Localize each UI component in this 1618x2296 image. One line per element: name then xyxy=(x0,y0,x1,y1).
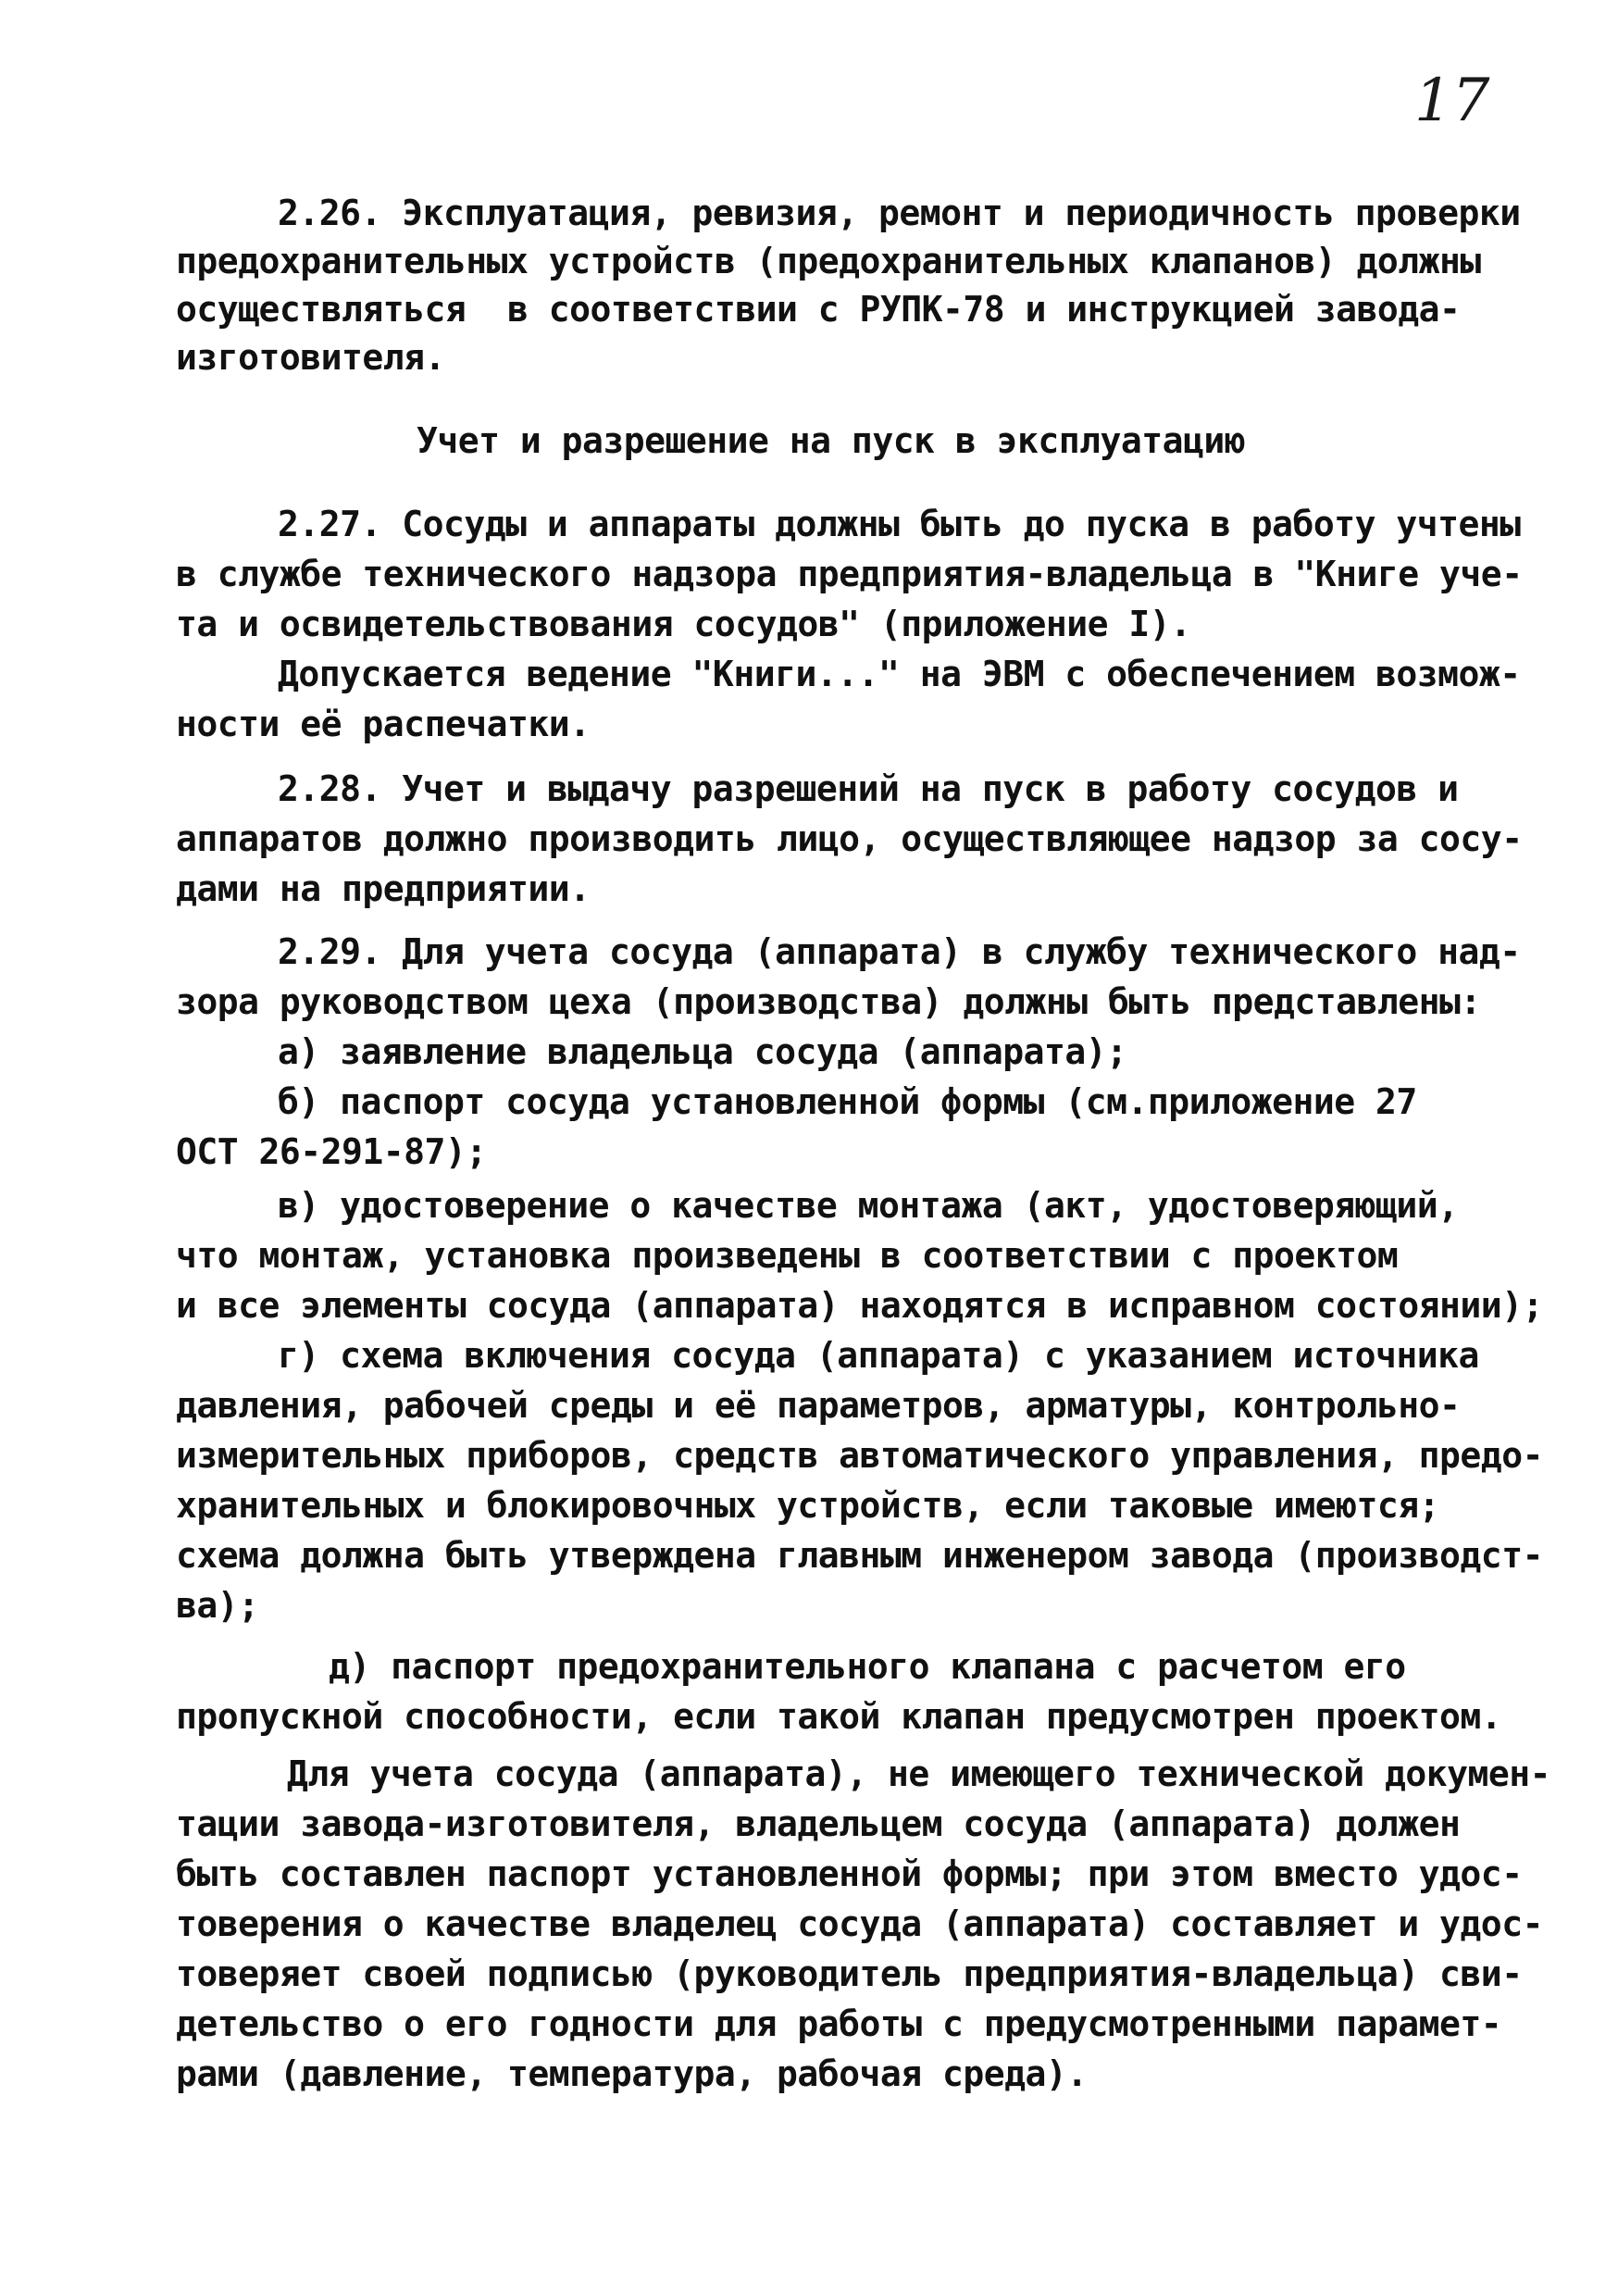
item-g-line-3: измерительных приборов, средств автоматического управления, предо- xyxy=(176,1435,1543,1476)
p229-line-1: 2.29. Для учета сосуда (аппарата) в службу технического над- xyxy=(278,931,1521,972)
p226-line-2: предохранительных устройств (предохранительных клапанов) должны xyxy=(176,241,1481,281)
p227-line-1: 2.27. Сосуды и аппараты должны быть до пуска в работу учтены xyxy=(278,504,1521,544)
item-v-line-3: и все элементы сосуда (аппарата) находятся в исправном состоянии); xyxy=(176,1285,1543,1326)
p227b-line-1: Допускается ведение "Книги..." на ЭВМ с обеспечением возмож- xyxy=(278,654,1521,694)
item-v-line-1: в) удостоверение о качестве монтажа (акт, удостоверяющий, xyxy=(278,1185,1459,1226)
section-heading: Учет и разрешение на пуск в эксплуатацию xyxy=(417,420,1246,461)
p229-final-line-5: товеряет своей подписью (руководитель предприятия-владельца) сви- xyxy=(176,1953,1523,1994)
p229-final-line-7: рами (давление, температура, рабочая среда). xyxy=(176,2053,1088,2094)
p229-final-line-4: товерения о качестве владелец сосуда (аппарата) составляет и удос- xyxy=(176,1903,1543,1944)
p228-line-1: 2.28. Учет и выдачу разрешений на пуск в работу сосудов и xyxy=(278,768,1459,809)
item-v-line-2: что монтаж, установка произведены в соответствии с проектом xyxy=(176,1235,1399,1276)
page-number: 17 xyxy=(1414,67,1490,135)
p227b-line-2: ности её распечатки. xyxy=(176,704,591,744)
p229-final-line-1: Для учета сосуда (аппарата), не имеющего технической докумен- xyxy=(287,1753,1551,1794)
p228-line-2: аппаратов должно производить лицо, осуществляющее надзор за сосу- xyxy=(176,818,1523,859)
p226-line-1: 2.26. Эксплуатация, ревизия, ремонт и периодичность проверки xyxy=(278,193,1521,233)
p226-line-3: осуществляться в соответствии с РУПК-78 и инструкцией завода- xyxy=(176,289,1461,330)
item-g-line-2: давления, рабочей среды и её параметров, арматуры, контрольно- xyxy=(176,1385,1461,1426)
p229-final-line-3: быть составлен паспорт установленной формы; при этом вместо удос- xyxy=(176,1853,1523,1894)
p227-line-3: та и освидетельствования сосудов" (приложение I). xyxy=(176,604,1191,644)
p227-line-2: в службе технического надзора предприятия-владельца в "Книге уче- xyxy=(176,554,1523,594)
item-d-line-2: пропускной способности, если такой клапан предусмотрен проектом. xyxy=(176,1696,1502,1737)
item-b-line-2: ОСТ 26-291-87); xyxy=(176,1131,487,1172)
p229-line-2: зора руководством цеха (производства) должны быть представлены: xyxy=(176,981,1481,1022)
item-d-line-1: д) паспорт предохранительного клапана с расчетом его xyxy=(329,1646,1406,1687)
item-a-line-1: а) заявление владельца сосуда (аппарата); xyxy=(278,1031,1127,1072)
p228-line-3: дами на предприятии. xyxy=(176,868,591,909)
item-g-line-1: г) схема включения сосуда (аппарата) с указанием источника xyxy=(278,1335,1479,1376)
p229-final-line-6: детельство о его годности для работы с предусмотренными парамет- xyxy=(176,2003,1502,2044)
item-g-line-6: ва); xyxy=(176,1585,259,1626)
p226-line-4: изготовителя. xyxy=(176,337,445,378)
item-b-line-1: б) паспорт сосуда установленной формы (см.приложение 27 xyxy=(278,1081,1417,1122)
item-g-line-5: схема должна быть утверждена главным инженером завода (производст- xyxy=(176,1535,1543,1576)
p229-final-line-2: тации завода-изготовителя, владельцем сосуда (аппарата) должен xyxy=(176,1803,1461,1844)
item-g-line-4: хранительных и блокировочных устройств, если таковые имеются; xyxy=(176,1485,1440,1526)
